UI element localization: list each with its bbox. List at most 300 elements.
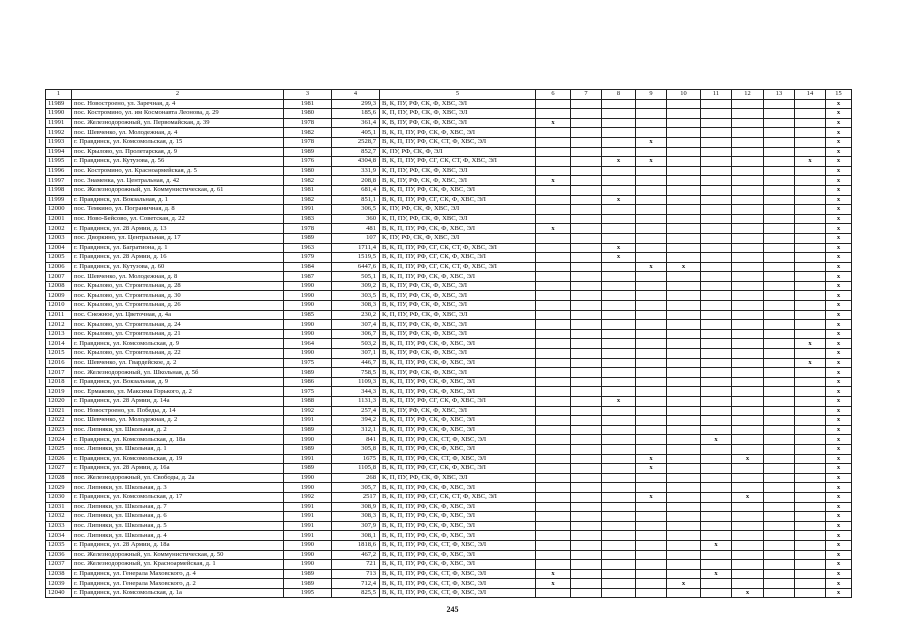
year-cell: 1979 [284, 253, 332, 263]
mark-cell-col-6 [536, 195, 571, 205]
elements-cell: В, К, ПУ, РФ, СК, Ф, ХВС, ЭЛ [380, 368, 536, 378]
mark-cell-col-7 [571, 387, 602, 397]
mark-cell-col-14 [795, 368, 826, 378]
mark-cell-col-6 [536, 358, 571, 368]
mark-cell-col-8 [602, 560, 636, 570]
elements-cell: В, К, П, ПУ, РФ, СК, СТ, Ф, ХВС, ЭЛ [380, 435, 536, 445]
mark-cell-col-7 [571, 540, 602, 550]
mark-cell-col-15: x [826, 185, 852, 195]
address-cell: пос. Крылово, ул. Строительная, д. 30 [72, 291, 284, 301]
year-cell: 1990 [284, 301, 332, 311]
mark-cell-col-14 [795, 233, 826, 243]
elements-cell: В, К, П, ПУ, РФ, СГ, СК, СТ, Ф, ХВС, ЭЛ [380, 262, 536, 272]
year-cell: 1981 [284, 99, 332, 109]
mark-cell-col-9 [636, 329, 667, 339]
elements-cell: В, К, П, ПУ, РФ, СК, СТ, Ф, ХВС, ЭЛ [380, 137, 536, 147]
year-cell: 1990 [284, 349, 332, 359]
mark-cell-col-12 [732, 205, 764, 215]
year-cell: 1983 [284, 214, 332, 224]
mark-cell-col-6 [536, 281, 571, 291]
table-row [46, 243, 852, 253]
table-row [46, 377, 852, 387]
elements-cell: В, К, ПУ, РФ, СК, Ф, ХВС, ЭЛ [380, 176, 536, 186]
mark-cell-col-15: x [826, 99, 852, 109]
mark-cell-col-14: x [795, 339, 826, 349]
mark-cell-col-7 [571, 397, 602, 407]
elements-cell: В, К, ПУ, РФ, СК, Ф, ХВС, ЭЛ [380, 99, 536, 109]
mark-cell-col-14 [795, 406, 826, 416]
mark-cell-col-13 [764, 329, 795, 339]
mark-cell-col-10 [667, 157, 701, 167]
mark-cell-col-11 [701, 157, 732, 167]
table-row [46, 473, 852, 483]
elements-cell: К, ПУ, РФ, СК, Ф, ХВС, ЭЛ [380, 233, 536, 243]
mark-cell-col-6 [536, 444, 571, 454]
mark-cell-col-7 [571, 128, 602, 138]
table-row [46, 166, 852, 176]
year-cell: 1990 [284, 550, 332, 560]
mark-cell-col-10 [667, 377, 701, 387]
mark-cell-col-8 [602, 214, 636, 224]
mark-cell-col-6 [536, 99, 571, 109]
mark-cell-col-10 [667, 464, 701, 474]
address-cell: г. Правдинск, ул. Кутузова, д. 60 [72, 262, 284, 272]
mark-cell-col-11 [701, 425, 732, 435]
area-cell: 344,3 [332, 387, 380, 397]
area-cell: 1109,3 [332, 377, 380, 387]
mark-cell-col-12 [732, 272, 764, 282]
elements-cell: В, К, П, ПУ, РФ, СК, Ф, ХВС, ЭЛ [380, 425, 536, 435]
year-cell: 1990 [284, 281, 332, 291]
area-cell: 467,2 [332, 550, 380, 560]
mark-cell-col-15: x [826, 358, 852, 368]
mark-cell-col-13 [764, 99, 795, 109]
mark-cell-col-14 [795, 387, 826, 397]
table-row [46, 157, 852, 167]
year-cell: 1982 [284, 176, 332, 186]
address-cell: пос. Крылово, ул. Строительная, д. 26 [72, 301, 284, 311]
area-cell: 713 [332, 569, 380, 579]
address-cell: пос. Шевченко, ул. Молодежная, д. 4 [72, 128, 284, 138]
mark-cell-col-12 [732, 444, 764, 454]
mark-cell-col-14 [795, 579, 826, 589]
mark-cell-col-6 [536, 147, 571, 157]
mark-cell-col-9 [636, 176, 667, 186]
mark-cell-col-14 [795, 569, 826, 579]
address-cell: пос. Новостроено, ул. Победы, д. 14 [72, 406, 284, 416]
address-cell: пос. Липняки, ул. Школьная, д. 7 [72, 502, 284, 512]
address-cell: г. Правдинск, ул. Генерала Маховского, д. 2 [72, 579, 284, 589]
mark-cell-col-10 [667, 560, 701, 570]
mark-cell-col-9 [636, 147, 667, 157]
mark-cell-col-11 [701, 99, 732, 109]
mark-cell-col-7 [571, 214, 602, 224]
mark-cell-col-13 [764, 512, 795, 522]
address-cell: пос. Крылово, ул. Строительная, д. 21 [72, 329, 284, 339]
mark-cell-col-12 [732, 329, 764, 339]
mark-cell-col-12 [732, 339, 764, 349]
mark-cell-col-10 [667, 320, 701, 330]
row-number-cell: 11994 [46, 147, 72, 157]
row-number-cell: 12019 [46, 387, 72, 397]
mark-cell-col-6 [536, 387, 571, 397]
table-row [46, 109, 852, 119]
mark-cell-col-9 [636, 118, 667, 128]
column-header-9: 9 [636, 90, 667, 100]
mark-cell-col-13 [764, 118, 795, 128]
elements-cell: К, ПУ, РФ, СК, Ф, ЭЛ [380, 147, 536, 157]
year-cell: 1990 [284, 540, 332, 550]
mark-cell-col-6 [536, 483, 571, 493]
mark-cell-col-12: x [732, 492, 764, 502]
mark-cell-col-13 [764, 281, 795, 291]
mark-cell-col-9 [636, 224, 667, 234]
mark-cell-col-10 [667, 358, 701, 368]
table-row [46, 301, 852, 311]
mark-cell-col-11 [701, 185, 732, 195]
mark-cell-col-10 [667, 205, 701, 215]
mark-cell-col-15: x [826, 492, 852, 502]
table-row [46, 397, 852, 407]
area-cell: 308,3 [332, 301, 380, 311]
mark-cell-col-6: x [536, 569, 571, 579]
row-number-cell: 11989 [46, 99, 72, 109]
area-cell: 299,3 [332, 99, 380, 109]
mark-cell-col-12 [732, 502, 764, 512]
mark-cell-col-13 [764, 483, 795, 493]
column-header-3: 3 [284, 90, 332, 100]
year-cell: 1964 [284, 339, 332, 349]
mark-cell-col-13 [764, 569, 795, 579]
mark-cell-col-9 [636, 521, 667, 531]
elements-cell: К, ПУ, РФ, СК, Ф, ХВС, ЭЛ [380, 205, 536, 215]
mark-cell-col-9: x [636, 454, 667, 464]
mark-cell-col-14 [795, 147, 826, 157]
mark-cell-col-8 [602, 329, 636, 339]
mark-cell-col-12 [732, 157, 764, 167]
mark-cell-col-10 [667, 435, 701, 445]
row-number-cell: 12032 [46, 512, 72, 522]
row-number-cell: 12016 [46, 358, 72, 368]
mark-cell-col-11 [701, 310, 732, 320]
mark-cell-col-14 [795, 454, 826, 464]
mark-cell-col-6 [536, 310, 571, 320]
mark-cell-col-7 [571, 473, 602, 483]
mark-cell-col-10 [667, 339, 701, 349]
table-row [46, 560, 852, 570]
mark-cell-col-7 [571, 99, 602, 109]
mark-cell-col-8 [602, 166, 636, 176]
mark-cell-col-12 [732, 185, 764, 195]
row-number-cell: 12010 [46, 301, 72, 311]
mark-cell-col-13 [764, 425, 795, 435]
mark-cell-col-13 [764, 310, 795, 320]
mark-cell-col-9 [636, 185, 667, 195]
mark-cell-col-14 [795, 473, 826, 483]
mark-cell-col-12 [732, 109, 764, 119]
mark-cell-col-11 [701, 118, 732, 128]
elements-cell: В, К, П, ПУ, РФ, СГ, СК, Ф, ХВС, ЭЛ [380, 397, 536, 407]
area-cell: 1675 [332, 454, 380, 464]
mark-cell-col-8 [602, 368, 636, 378]
mark-cell-col-12 [732, 262, 764, 272]
row-number-cell: 11991 [46, 118, 72, 128]
mark-cell-col-8 [602, 473, 636, 483]
year-cell: 1989 [284, 368, 332, 378]
table-row [46, 502, 852, 512]
mark-cell-col-14 [795, 214, 826, 224]
column-header-8: 8 [602, 90, 636, 100]
mark-cell-col-13 [764, 406, 795, 416]
elements-cell: В, К, П, ПУ, РФ, СК, Ф, ХВС, ЭЛ [380, 502, 536, 512]
address-cell: пос. Липняки, ул. Школьная, д. 3 [72, 483, 284, 493]
mark-cell-col-9: x [636, 464, 667, 474]
mark-cell-col-9 [636, 109, 667, 119]
mark-cell-col-13 [764, 205, 795, 215]
mark-cell-col-15: x [826, 512, 852, 522]
mark-cell-col-13 [764, 358, 795, 368]
year-cell: 1989 [284, 147, 332, 157]
mark-cell-col-14 [795, 99, 826, 109]
column-header-4: 4 [332, 90, 380, 100]
year-cell: 1988 [284, 397, 332, 407]
area-cell: 208,8 [332, 176, 380, 186]
area-cell: 505,1 [332, 272, 380, 282]
mark-cell-col-10 [667, 272, 701, 282]
address-cell: г. Правдинск, ул. Комсомольская, д. 15 [72, 137, 284, 147]
mark-cell-col-12 [732, 176, 764, 186]
mark-cell-col-8 [602, 339, 636, 349]
mark-cell-col-11 [701, 233, 732, 243]
row-number-cell: 12013 [46, 329, 72, 339]
mark-cell-col-13 [764, 262, 795, 272]
mark-cell-col-15: x [826, 205, 852, 215]
mark-cell-col-9 [636, 291, 667, 301]
area-cell: 6447,6 [332, 262, 380, 272]
address-cell: г. Правдинск, ул. 28 Армии, д. 14а [72, 397, 284, 407]
elements-cell: В, К, П, ПУ, РФ, СК, Ф, ХВС, ЭЛ [380, 416, 536, 426]
mark-cell-col-6 [536, 214, 571, 224]
mark-cell-col-9 [636, 243, 667, 253]
mark-cell-col-9 [636, 166, 667, 176]
mark-cell-col-8 [602, 540, 636, 550]
address-cell: г. Правдинск, ул. Комсомольская, д. 9 [72, 339, 284, 349]
mark-cell-col-8 [602, 118, 636, 128]
mark-cell-col-8: x [602, 157, 636, 167]
mark-cell-col-10 [667, 483, 701, 493]
mark-cell-col-11 [701, 272, 732, 282]
mark-cell-col-10 [667, 214, 701, 224]
mark-cell-col-10 [667, 406, 701, 416]
mark-cell-col-11 [701, 550, 732, 560]
year-cell: 1978 [284, 118, 332, 128]
mark-cell-col-11 [701, 444, 732, 454]
mark-cell-col-10 [667, 454, 701, 464]
address-cell: пос. Железнодорожный, ул. Школьная, д. 5б [72, 368, 284, 378]
mark-cell-col-12 [732, 406, 764, 416]
year-cell: 1989 [284, 579, 332, 589]
mark-cell-col-10 [667, 195, 701, 205]
table-row [46, 233, 852, 243]
area-cell: 405,1 [332, 128, 380, 138]
mark-cell-col-9 [636, 444, 667, 454]
mark-cell-col-6 [536, 540, 571, 550]
mark-cell-col-14 [795, 397, 826, 407]
year-cell: 1976 [284, 157, 332, 167]
mark-cell-col-7 [571, 560, 602, 570]
mark-cell-col-12 [732, 224, 764, 234]
mark-cell-col-9 [636, 569, 667, 579]
mark-cell-col-12 [732, 118, 764, 128]
area-cell: 308,1 [332, 531, 380, 541]
column-header-11: 11 [701, 90, 732, 100]
mark-cell-col-15: x [826, 444, 852, 454]
table-row [46, 320, 852, 330]
year-cell: 1963 [284, 243, 332, 253]
mark-cell-col-7 [571, 368, 602, 378]
mark-cell-col-12 [732, 195, 764, 205]
mark-cell-col-6 [536, 262, 571, 272]
row-number-cell: 12008 [46, 281, 72, 291]
row-number-cell: 11995 [46, 157, 72, 167]
mark-cell-col-12 [732, 166, 764, 176]
mark-cell-col-14 [795, 137, 826, 147]
elements-cell: К, В, ПУ, РФ, СК, Ф, ХВС, ЭЛ [380, 118, 536, 128]
mark-cell-col-6 [536, 339, 571, 349]
elements-cell: К, П, ПУ, РФ, СК, Ф, ХВС, ЭЛ [380, 214, 536, 224]
mark-cell-col-14 [795, 435, 826, 445]
table-row [46, 454, 852, 464]
mark-cell-col-15: x [826, 406, 852, 416]
table-row [46, 205, 852, 215]
mark-cell-col-11 [701, 291, 732, 301]
mark-cell-col-10 [667, 185, 701, 195]
address-cell: г. Правдинск, ул. Комсомольская, д. 18а [72, 435, 284, 445]
mark-cell-col-7 [571, 147, 602, 157]
mark-cell-col-11 [701, 560, 732, 570]
year-cell: 1992 [284, 492, 332, 502]
mark-cell-col-15: x [826, 387, 852, 397]
mark-cell-col-13 [764, 301, 795, 311]
year-cell: 1989 [284, 444, 332, 454]
mark-cell-col-15: x [826, 214, 852, 224]
table-row [46, 569, 852, 579]
elements-cell: В, К, П, ПУ, РФ, СГ, СК, Ф, ХВС, ЭЛ [380, 253, 536, 263]
mark-cell-col-8 [602, 550, 636, 560]
mark-cell-col-8 [602, 349, 636, 359]
area-cell: 2517 [332, 492, 380, 502]
year-cell: 1989 [284, 425, 332, 435]
mark-cell-col-13 [764, 185, 795, 195]
table-row [46, 588, 852, 598]
mark-cell-col-8 [602, 291, 636, 301]
elements-cell: В, К, ПУ, РФ, СК, Ф, ХВС, ЭЛ [380, 281, 536, 291]
mark-cell-col-7 [571, 233, 602, 243]
mark-cell-col-15: x [826, 166, 852, 176]
mark-cell-col-9 [636, 272, 667, 282]
mark-cell-col-13 [764, 214, 795, 224]
row-number-cell: 12022 [46, 416, 72, 426]
mark-cell-col-15: x [826, 195, 852, 205]
mark-cell-col-12 [732, 243, 764, 253]
mark-cell-col-14 [795, 550, 826, 560]
row-number-cell: 12011 [46, 310, 72, 320]
mark-cell-col-14 [795, 320, 826, 330]
mark-cell-col-10 [667, 512, 701, 522]
year-cell: 1990 [284, 320, 332, 330]
mark-cell-col-10: x [667, 579, 701, 589]
elements-cell: В, К, ПУ, РФ, СК, Ф, ХВС, ЭЛ [380, 349, 536, 359]
mark-cell-col-11 [701, 205, 732, 215]
mark-cell-col-15: x [826, 540, 852, 550]
mark-cell-col-11 [701, 243, 732, 253]
elements-cell: В, К, П, ПУ, РФ, СГ, СК, Ф, ХВС, ЭЛ [380, 464, 536, 474]
area-cell: 1519,5 [332, 253, 380, 263]
mark-cell-col-15: x [826, 310, 852, 320]
mark-cell-col-9 [636, 339, 667, 349]
mark-cell-col-7 [571, 157, 602, 167]
mark-cell-col-6 [536, 416, 571, 426]
mark-cell-col-15: x [826, 502, 852, 512]
area-cell: 268 [332, 473, 380, 483]
mark-cell-col-10 [667, 444, 701, 454]
address-cell: пос. Липняки, ул. Школьная, д. 1 [72, 444, 284, 454]
mark-cell-col-11 [701, 195, 732, 205]
table-row [46, 253, 852, 263]
mark-cell-col-6 [536, 272, 571, 282]
mark-cell-col-11 [701, 281, 732, 291]
mark-cell-col-12 [732, 310, 764, 320]
mark-cell-col-11 [701, 262, 732, 272]
mark-cell-col-13 [764, 233, 795, 243]
mark-cell-col-11 [701, 406, 732, 416]
table-row [46, 579, 852, 589]
row-number-cell: 12024 [46, 435, 72, 445]
mark-cell-col-8 [602, 579, 636, 589]
mark-cell-col-12 [732, 368, 764, 378]
mark-cell-col-10 [667, 291, 701, 301]
mark-cell-col-10 [667, 99, 701, 109]
mark-cell-col-12 [732, 253, 764, 263]
mark-cell-col-13 [764, 137, 795, 147]
mark-cell-col-15: x [826, 521, 852, 531]
mark-cell-col-7 [571, 185, 602, 195]
mark-cell-col-9 [636, 560, 667, 570]
address-cell: пос. Липняки, ул. Школьная, д. 5 [72, 521, 284, 531]
mark-cell-col-11 [701, 214, 732, 224]
mark-cell-col-6 [536, 454, 571, 464]
mark-cell-col-12 [732, 521, 764, 531]
mark-cell-col-10 [667, 109, 701, 119]
table-row [46, 540, 852, 550]
mark-cell-col-14 [795, 502, 826, 512]
address-cell: пос. Железнодорожный, ул. Свободы, д. 2а [72, 473, 284, 483]
area-cell: 360 [332, 214, 380, 224]
row-number-cell: 12040 [46, 588, 72, 598]
mark-cell-col-14 [795, 118, 826, 128]
mark-cell-col-14 [795, 425, 826, 435]
mark-cell-col-7 [571, 483, 602, 493]
address-cell: пос. Крылово, ул. Строительная, д. 22 [72, 349, 284, 359]
mark-cell-col-7 [571, 425, 602, 435]
table-row [46, 444, 852, 454]
area-cell: 361,4 [332, 118, 380, 128]
mark-cell-col-7 [571, 579, 602, 589]
mark-cell-col-15: x [826, 454, 852, 464]
table-row [46, 99, 852, 109]
mark-cell-col-7 [571, 320, 602, 330]
mark-cell-col-12 [732, 435, 764, 445]
